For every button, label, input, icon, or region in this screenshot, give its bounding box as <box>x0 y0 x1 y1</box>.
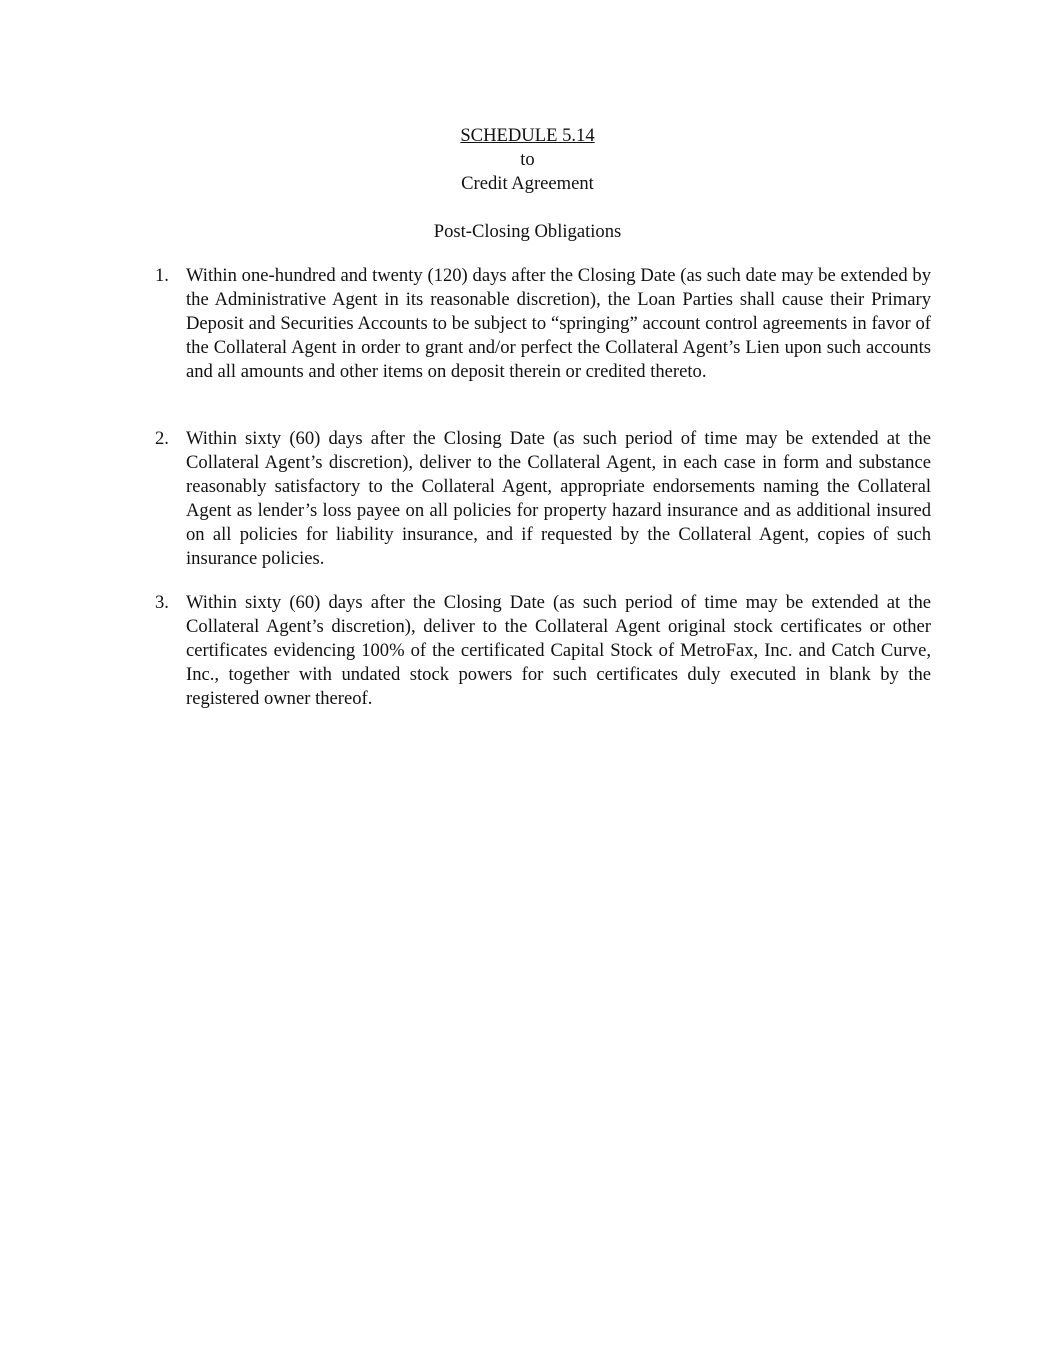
schedule-title: SCHEDULE 5.14 <box>460 125 595 146</box>
obligation-item-2 <box>155 427 931 571</box>
item-text: Within sixty (60) days after the Closing Date (as such period of time may be extended at the Collateral Agent’s discretion), deliver to the Collateral Agent, in each case in form and substance reasonably satisfactory to the Collateral Agent, appropriate endorsements naming the Collateral Agent as lender’s loss payee on all policies for property hazard insurance and as additional insured on all policies for liability insurance, and if requested by the Collateral Agent, copies of such insurance policies. <box>186 428 931 569</box>
obligation-item-3 <box>155 591 931 711</box>
agreement-title: Credit Agreement <box>461 173 594 194</box>
header-to: to <box>520 149 535 170</box>
item-number: 3. <box>155 592 169 613</box>
section-subtitle: Post-Closing Obligations <box>433 221 622 242</box>
item-text: Within sixty (60) days after the Closing Date (as such period of time may be extended at the Collateral Agent’s discretion), deliver to the Collateral Agent original stock certificates or other certificates evidencing 100% of the certificated Capital Stock of MetroFax, Inc. and Catch Curve, Inc., together with undated stock powers for such certificates duly executed in blank by the registered owner thereof. <box>186 592 931 709</box>
obligation-item-1 <box>155 264 931 384</box>
document-header <box>0 124 1055 196</box>
item-number: 2. <box>155 428 169 449</box>
item-number: 1. <box>155 265 169 286</box>
item-text: Within one-hundred and twenty (120) days after the Closing Date (as such date may be extended by the Administrative Agent in its reasonable discretion), the Loan Parties shall cause their Primary Deposit and Securities Accounts to be subject to “springing” account control agreements in favor of the Collateral Agent in order to grant and/or perfect the Collateral Agent’s Lien upon such accounts and all amounts and other items on deposit therein or credited thereto. <box>186 265 931 382</box>
